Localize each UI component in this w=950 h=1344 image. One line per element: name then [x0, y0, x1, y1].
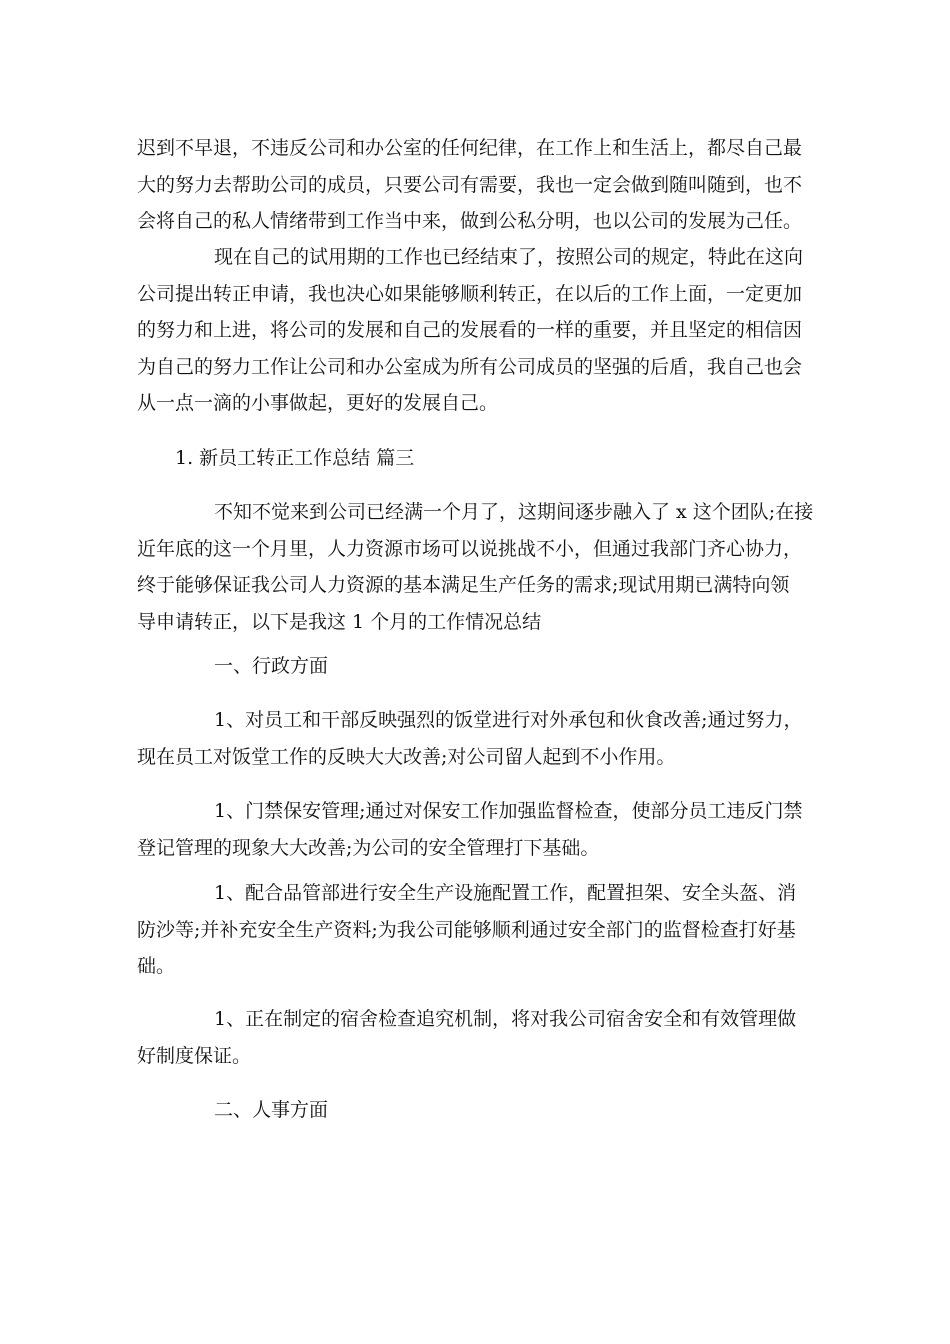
- text-line: 大的努力去帮助公司的成员，只要公司有需要，我也一定会做到随叫随到，也不: [137, 173, 803, 196]
- text-line: 导申请转正，以下是我这 1 个月的工作情况总结: [137, 610, 542, 633]
- heading-text: 二、人事方面: [214, 1099, 329, 1121]
- text-line: 公司提出转正申请，我也决心如果能够顺利转正，在以后的工作上面，一定更加: [137, 282, 803, 305]
- section-heading: [137, 1092, 817, 1129]
- body-paragraph: [137, 494, 817, 640]
- text-line: 防沙等;并补充安全生产资料;为我公司能够顺利通过安全部门的监督检查打好基: [137, 918, 796, 941]
- text-line: 现在员工对饭堂工作的反映大大改善;对公司留人起到不小作用。: [137, 745, 676, 768]
- body-paragraph: [137, 239, 817, 422]
- text-line: 从一点一滴的小事做起，更好的发展自己。: [137, 392, 499, 414]
- body-paragraph: [137, 793, 817, 866]
- text-line: 迟到不早退，不违反公司和办公室的任何纪律，在工作上和生活上，都尽自己最: [137, 137, 803, 159]
- body-paragraph: [137, 130, 817, 240]
- text-line: 1、正在制定的宿舍检查追究机制，将对我公司宿舍安全和有效管理做: [214, 1008, 797, 1030]
- text-line: 近年底的这一个月里，人力资源市场可以说挑战不小，但通过我部门齐心协力，: [137, 537, 803, 560]
- body-paragraph: [137, 1001, 817, 1074]
- text-line: 1、对员工和干部反映强烈的饭堂进行对外承包和伙食改善;通过努力，: [214, 709, 803, 731]
- text-line: 会将自己的私人情绪带到工作当中来，做到公私分明，也以公司的发展为己任。: [137, 210, 803, 232]
- body-paragraph: [137, 702, 817, 775]
- section-heading: [137, 648, 817, 685]
- text-line: 1、门禁保安管理;通过对保安工作加强监督检查，使部分员工违反门禁: [214, 800, 803, 822]
- heading-text: 一、行政方面: [214, 655, 329, 677]
- body-paragraph: [137, 875, 817, 985]
- text-line: 现在自己的试用期的工作也已经结束了，按照公司的规定，特此在这向: [214, 246, 804, 268]
- text-line: 登记管理的现象大大改善;为公司的安全管理打下基础。: [137, 836, 600, 859]
- text-line: 为自己的努力工作让公司和办公室成为所有公司成员的坚强的后盾，我自己也会: [137, 355, 803, 378]
- text-line: 终于能够保证我公司人力资源的基本满足生产任务的需求;现试用期已满特向领: [137, 574, 790, 596]
- text-line: 的努力和上进，将公司的发展和自己的发展看的一样的重要，并且坚定的相信因: [137, 319, 803, 341]
- section-heading: [137, 440, 817, 477]
- text-line: 础。: [137, 955, 176, 977]
- heading-text: 1. 新员工转正工作总结 篇三: [175, 447, 415, 469]
- text-line: 1、配合品管部进行安全生产设施配置工作，配置担架、安全头盔、消: [214, 882, 797, 904]
- text-line: 不知不觉来到公司已经满一个月了，这期间逐步融入了 x 这个团队;在接: [214, 501, 814, 523]
- text-line: 好制度保证。: [137, 1044, 252, 1067]
